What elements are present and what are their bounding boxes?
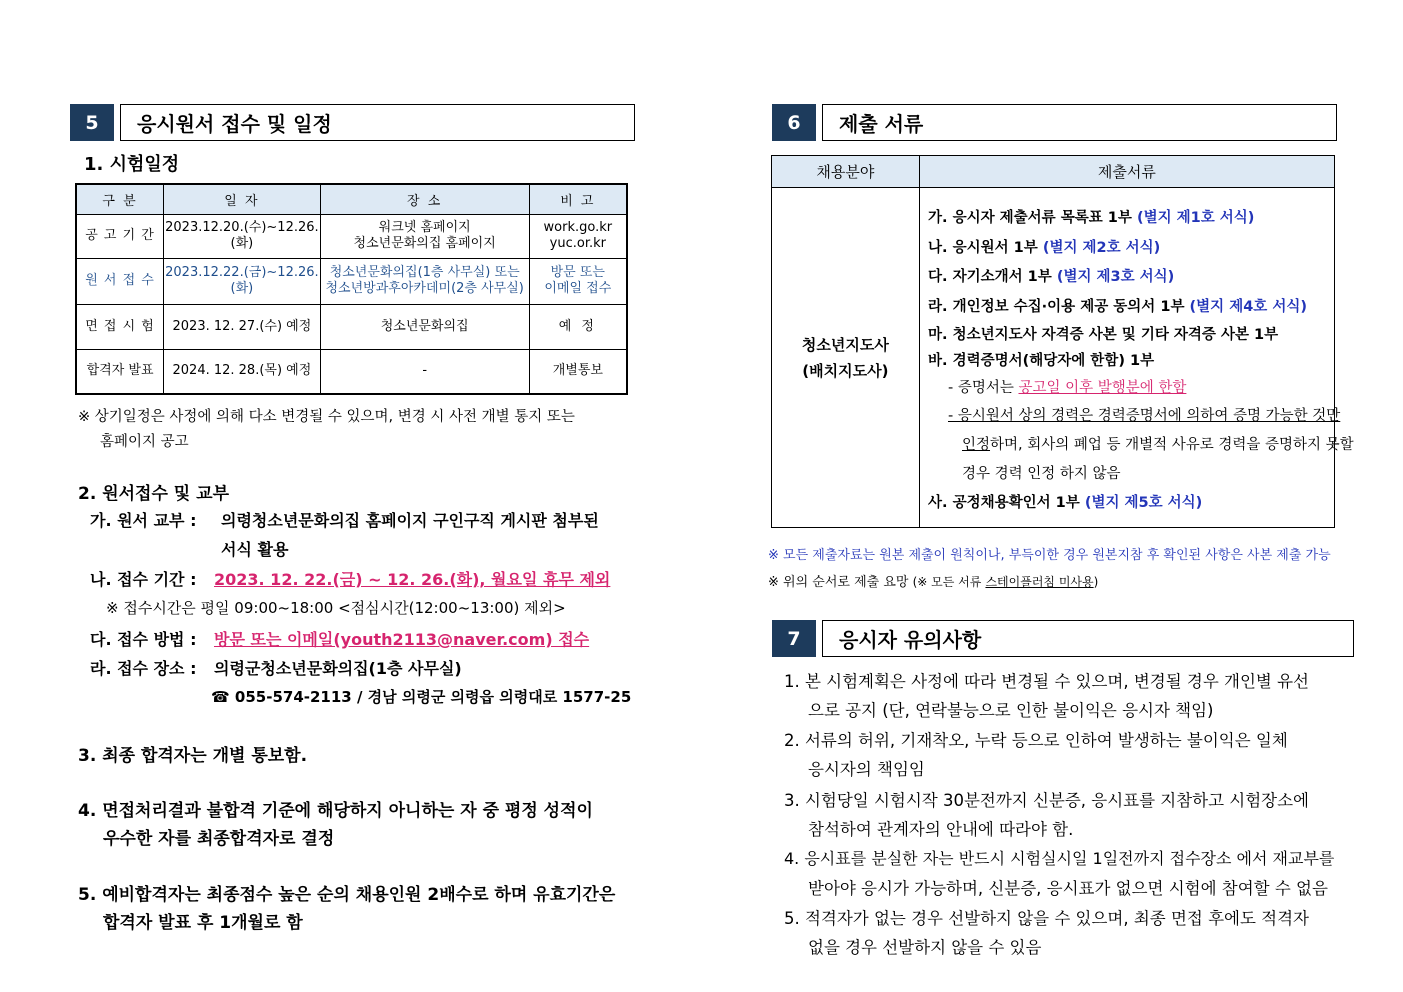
note-line: work.go.kr	[543, 220, 613, 235]
row-note: 개별통보	[529, 349, 627, 394]
notice-line: 받아야 응시가 가능하며, 신분증, 응시표가 없으면 시험에 참여할 수 없음	[808, 879, 1328, 898]
note-paren: (※ 모든 서류	[912, 575, 982, 589]
doc-text: 사. 공정채용확인서 1부	[928, 495, 1080, 511]
notice-line: 4. 응시표를 분실한 자는 반드시 시험실시일 1일전까지 접수장소 에서 재교부를	[784, 849, 1335, 868]
row-note	[529, 214, 627, 258]
notice-line: 없을 경우 선발하지 않을 수 있음	[808, 938, 1042, 957]
place-line: 청소년문화의집 홈페이지	[353, 236, 496, 251]
section-7-number: 7	[772, 620, 816, 657]
table-row	[76, 304, 627, 349]
career-accept: 인정	[962, 437, 991, 453]
section-6-title: 제출 서류	[822, 104, 1337, 141]
doc-item	[928, 236, 1160, 257]
item-5-line-1: 5. 예비합격자는 최종점수 높은 순의 채용인원 2배수로 하며 유효기간은	[78, 885, 616, 905]
period-text: 2023. 12. 22.(금) ~ 12. 26.(화), 월요일 휴무 제외	[214, 570, 611, 589]
table-row	[76, 349, 627, 394]
section-6-header	[772, 104, 1337, 141]
item-4-line-2: 우수한 자를 최종합격자로 결정	[103, 829, 335, 849]
section-7-header	[772, 620, 1354, 657]
doc-item	[928, 265, 1174, 286]
notice-line: 으로 공지 (단, 연락불능으로 인한 불이익은 응시자 책임)	[808, 701, 1214, 720]
doc-ref: (별지 제5호 서식)	[1084, 495, 1203, 511]
notice-line: 참석하여 관계자의 안내에 따라야 함.	[808, 820, 1074, 839]
notice-line: 3. 시험당일 시험시작 30분전까지 신분증, 응시표를 지참하고 시험장소에	[784, 791, 1309, 810]
doc-text: 가. 응시자 제출서류 목록표 1부	[928, 210, 1132, 226]
career-rest: 하며, 회사의 폐업 등 개별적 사유로 경력을 증명하지 못할	[990, 437, 1354, 453]
row-date: 2023.12.20.(수)~12.26.(화)	[164, 214, 321, 258]
schedule-header-row	[76, 184, 627, 214]
table-row	[76, 258, 627, 304]
place-line: 워크넷 홈페이지	[378, 220, 471, 235]
field-sub: (배치지도사)	[802, 361, 889, 380]
note-line: 방문 또는	[550, 265, 605, 280]
doc-ref: (별지 제2호 서식)	[1042, 240, 1161, 256]
schedule-col-date: 일 자	[164, 184, 321, 214]
doc-text: 다. 자기소개서 1부	[928, 269, 1052, 285]
row-note	[529, 258, 627, 304]
row-note: 예 정	[529, 304, 627, 349]
row-date: 2023. 12. 27.(수) 예정	[164, 304, 321, 349]
doc-item	[928, 206, 1254, 227]
doc-item	[928, 491, 1202, 512]
note-order: ※ 위의 순서로 제출 요망	[768, 575, 909, 590]
contact-line: ☎ 055-574-2113 / 경남 의령군 의령읍 의령대로 1577-25	[211, 688, 632, 706]
schedule-note-2: 홈페이지 공고	[100, 434, 189, 450]
schedule-col-place: 장 소	[320, 184, 529, 214]
career-note-1: - 응시원서 상의 경력은 경력증명서에 의하여 증명 가능한 것만	[948, 408, 1341, 424]
note-line: yuc.or.kr	[549, 236, 606, 251]
reception-time-note: ※ 접수시간은 평일 09:00~18:00 <점심시간(12:00~13:00) 제외>	[106, 599, 566, 617]
doc-text: 라. 개인정보 수집·이용 제공 동의서 1부	[928, 299, 1185, 315]
row-label: 합격자 발표	[76, 349, 164, 394]
note-close: )	[1093, 575, 1099, 589]
notice-line: 2. 서류의 허위, 기재착오, 누락 등으로 인하여 발생하는 불이익은 일체	[784, 731, 1288, 750]
cert-note	[948, 376, 1186, 397]
row-label: 공 고 기 간	[76, 214, 164, 258]
notice-line: 5. 적격자가 없는 경우 선발하지 않을 수 있으며, 최종 면접 후에도 적격자	[784, 909, 1309, 928]
section-5-number: 5	[70, 104, 114, 141]
place-text: 의령군청소년문화의집(1층 사무실)	[214, 659, 462, 678]
doc-text: 나. 응시원서 1부	[928, 240, 1038, 256]
distribution-text-1: 의령청소년문화의집 홈페이지 구인구직 게시판 첨부된	[221, 511, 599, 530]
row-label: 원 서 접 수	[76, 258, 164, 304]
documents-header-row	[772, 156, 1335, 188]
schedule-note-1: ※ 상기일정은 사정에 의해 다소 변경될 수 있으며, 변경 시 사전 개별 통지 또는	[78, 409, 575, 425]
place-line: 청소년문화의집(1층 사무실) 또는	[329, 265, 520, 280]
career-note-3: 경우 경력 인정 하지 않음	[962, 466, 1121, 482]
doc-ref: (별지 제4호 서식)	[1189, 299, 1307, 315]
row-place: -	[320, 349, 529, 394]
row-date: 2023.12.22.(금)~12.26.(화)	[164, 258, 321, 304]
submission-note-1: ※ 모든 제출자료는 원본 제출이 원칙이나, 부득이한 경우 원본지참 후 확인된 사항은 사본 제출 가능	[768, 548, 1331, 563]
schedule-col-note: 비 고	[529, 184, 627, 214]
doc-ref: (별지 제1호 서식)	[1136, 210, 1255, 226]
method-text: 방문 또는 이메일(youth2113@naver.com) 접수	[214, 630, 590, 649]
field-cell	[772, 188, 920, 528]
field-name: 청소년지도사	[801, 335, 889, 354]
place-line: 청소년방과후아카데미(2층 사무실)	[325, 281, 524, 296]
period-label: 나. 접수 기간 :	[90, 570, 197, 589]
schedule-col-category: 구 분	[76, 184, 164, 214]
section-6-number: 6	[772, 104, 816, 141]
row-place: 청소년문화의집	[320, 304, 529, 349]
doc-item	[928, 295, 1307, 316]
cert-prefix: - 증명서는	[948, 380, 1014, 396]
distribution-text-2: 서식 활용	[221, 540, 289, 559]
notice-line: 1. 본 시험계획은 사정에 따라 변경될 수 있으며, 변경될 경우 개인별 유선	[784, 672, 1309, 691]
row-place	[320, 214, 529, 258]
doc-text: 바. 경력증명서(해당자에 한함) 1부	[928, 353, 1155, 369]
doc-item	[928, 323, 1278, 344]
item-4-line-1: 4. 면접처리결과 불합격 기준에 해당하지 아니하는 자 중 평정 성적이	[78, 801, 593, 821]
documents-col-field: 채용분야	[772, 156, 920, 188]
section-5-title: 응시원서 접수 및 일정	[120, 104, 635, 141]
item-5-line-2: 합격자 발표 후 1개월로 함	[103, 913, 303, 933]
doc-text: 마. 청소년지도사 자격증 사본 및 기타 자격증 사본 1부	[928, 327, 1279, 343]
note-staple: 스테이플러침 미사용	[985, 575, 1094, 589]
cert-highlight: 공고일 이후 발행분에 한함	[1018, 380, 1187, 396]
item-3: 3. 최종 합격자는 개별 통보함.	[78, 746, 308, 766]
row-date: 2024. 12. 28.(목) 예정	[164, 349, 321, 394]
doc-ref: (별지 제3호 서식)	[1056, 269, 1175, 285]
place-label: 라. 접수 장소 :	[90, 659, 197, 678]
doc-item	[928, 349, 1154, 370]
apply-heading: 2. 원서접수 및 교부	[78, 484, 229, 504]
row-place	[320, 258, 529, 304]
section-5-header	[70, 104, 635, 141]
row-label: 면 접 시 험	[76, 304, 164, 349]
table-row	[76, 214, 627, 258]
method-label: 다. 접수 방법 :	[90, 630, 197, 649]
distribution-label: 가. 원서 교부 :	[90, 511, 197, 530]
submission-note-2	[768, 571, 1098, 590]
schedule-table	[75, 183, 628, 395]
documents-col-docs: 제출서류	[919, 156, 1334, 188]
career-note-2	[962, 433, 1354, 454]
note-line: 이메일 접수	[544, 281, 612, 296]
schedule-heading: 1. 시험일정	[84, 154, 180, 175]
section-7-title: 응시자 유의사항	[822, 620, 1354, 657]
notice-line: 응시자의 책임임	[808, 760, 925, 779]
